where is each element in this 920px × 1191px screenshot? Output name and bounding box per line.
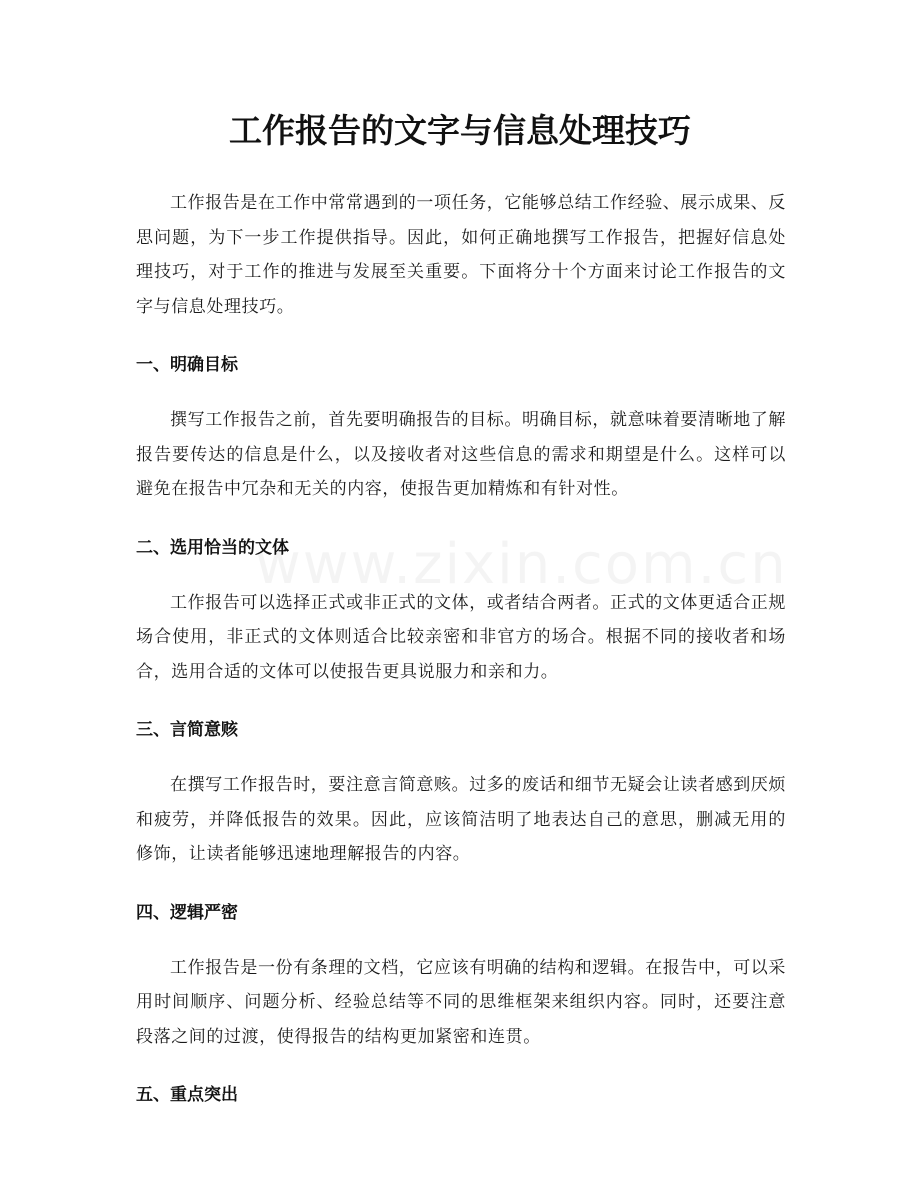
section-heading-3: 三、言简意赅 — [136, 720, 238, 740]
section-heading-4: 四、逻辑严密 — [136, 902, 238, 923]
intro-paragraph: 工作报告是在工作中常常遇到的一项任务，它能够总结工作经验、展示成果、反思问题，为下一步工作提供指导。因此，如何正确地撰写工作报告，把握好信息处理技巧，对于工作的推进与发展至关重要。下面将分十个方面来讨论工作报告的文字与信息处理技巧。 — [136, 193, 786, 317]
section-paragraph-2: 工作报告可以选择正式或非正式的文体，或者结合两者。正式的文体更适合正规场合使用，非正式的文体则适合比较亲密和非官方的场合。根据不同的接收者和场合，选用合适的文体可以使报告更具说服力和亲和力。 — [136, 592, 786, 682]
section-paragraph-3: 在撰写工作报告时，要注意言简意赅。过多的废话和细节无疑会让读者感到厌烦和疲劳，并降低报告的效果。因此，应该简洁明了地表达自己的意思，删减无用的修饰，让读者能够迅速地理解报告的内容。 — [136, 775, 786, 864]
section-heading-2: 二、选用恰当的文体 — [136, 537, 289, 558]
section-paragraph-1: 撰写工作报告之前，首先要明确报告的目标。明确目标，就意味着要清晰地了解报告要传达的信息是什么，以及接收者对这些信息的需求和期望是什么。这样可以避免在报告中冗杂和无关的内容，使报告更加精炼和有针对性。 — [136, 410, 786, 499]
section-heading-1: 一、明确目标 — [136, 355, 238, 375]
section-paragraph-4: 工作报告是一份有条理的文档，它应该有明确的结构和逻辑。在报告中，可以采用时间顺序、问题分析、经验总结等不同的思维框架来组织内容。同时，还要注意段落之间的过渡，使得报告的结构更加紧密和连贯。 — [136, 957, 786, 1047]
document-title: 工作报告的文字与信息处理技巧 — [229, 111, 691, 150]
document-body — [136, 186, 786, 1133]
section-heading-5: 五、重点突出 — [136, 1085, 238, 1105]
